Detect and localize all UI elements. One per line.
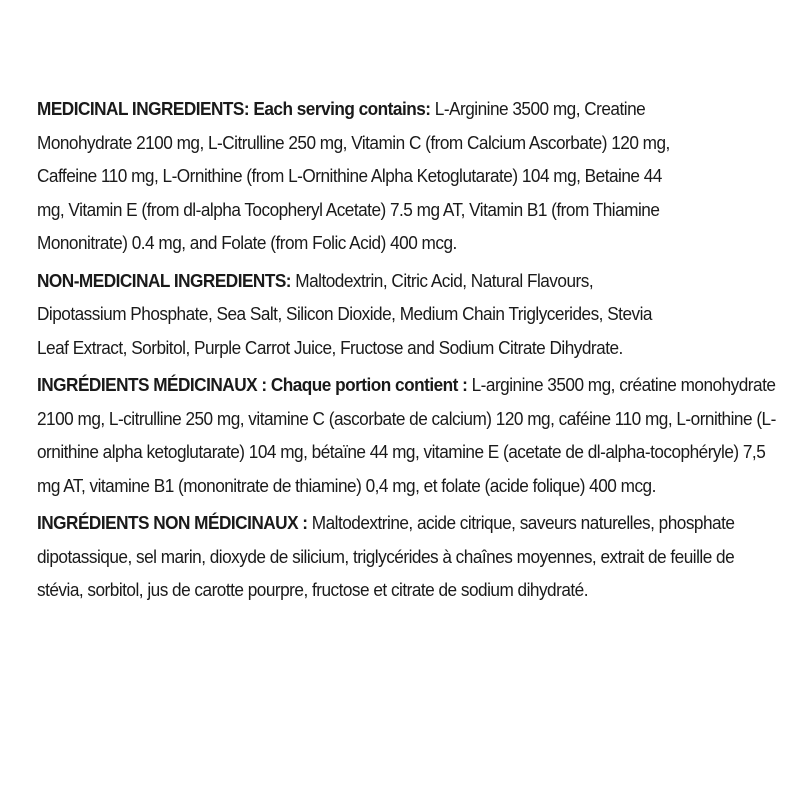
serving-lead-fr: Chaque portion contient : — [266, 374, 468, 395]
medicinal-ingredients-en — [37, 92, 679, 260]
non-medicinal-ingredients-en — [37, 264, 679, 365]
non-medicinal-ingredients-fr — [37, 506, 781, 607]
non-medicinal-list-en: Maltodextrin, Citric Acid, Natural Flavours, Dipotassium Phosphate, Sea Salt, Silicon Dioxide, Medium Chain Triglycerides, Stevia Leaf Extract, Sorbitol, Purple Carrot Juice, Fructose and Sodium Citrate Dihydrate. — [37, 269, 652, 358]
medicinal-heading-fr: INGRÉDIENTS MÉDICINAUX : — [37, 374, 267, 395]
medicinal-list-fr: L-arginine 3500 mg, créatine monohydrate 2100 mg, L-citrulline 250 mg, vitamine C (ascorbate de calcium) 120 mg, caféine 110 mg, L-ornithine (L-ornithine alpha ketoglutarate) 104 mg, bétaïne 44 mg, vitamine E (acetate de dl-alpha-tocophéryle) 7,5 mg AT, vitamine B1 (mononitrate de thiamine) 0,4 mg, et folate (acide folique) 400 mcg. — [37, 374, 776, 496]
serving-lead-en: Each serving contains: — [249, 98, 431, 119]
non-medicinal-list-fr: Maltodextrine, acide citrique, saveurs naturelles, phosphate dipotassique, sel marin, dioxyde de silicium, triglycérides à chaînes moyennes, extrait de feuille de stévia, sorbitol, jus de carotte pourpre, fructose et citrate de sodium dihydraté. — [37, 512, 735, 600]
non-medicinal-heading-fr: INGRÉDIENTS NON MÉDICINAUX : — [37, 512, 308, 533]
ingredients-panel — [37, 92, 777, 611]
non-medicinal-heading-en: NON-MEDICINAL INGREDIENTS: — [37, 269, 292, 291]
medicinal-heading-en: MEDICINAL INGREDIENTS: — [37, 98, 250, 119]
medicinal-ingredients-fr — [37, 368, 781, 502]
medicinal-list-en: L-Arginine 3500 mg, Creatine Monohydrate 2100 mg, L-Citrulline 250 mg, Vitamin C (from Calcium Ascorbate) 120 mg, Caffeine 110 mg, L-Ornithine (from L-Ornithine Alpha Ketoglutarate) 104 mg, Betaine 44 mg, Vitamin E (from dl-alpha Tocopheryl Acetate) 7.5 mg AT, Vitamin B1 (from Thiamine Mononitrate) 0.4 mg, and Folate (from Folic Acid) 400 mcg. — [37, 98, 670, 253]
